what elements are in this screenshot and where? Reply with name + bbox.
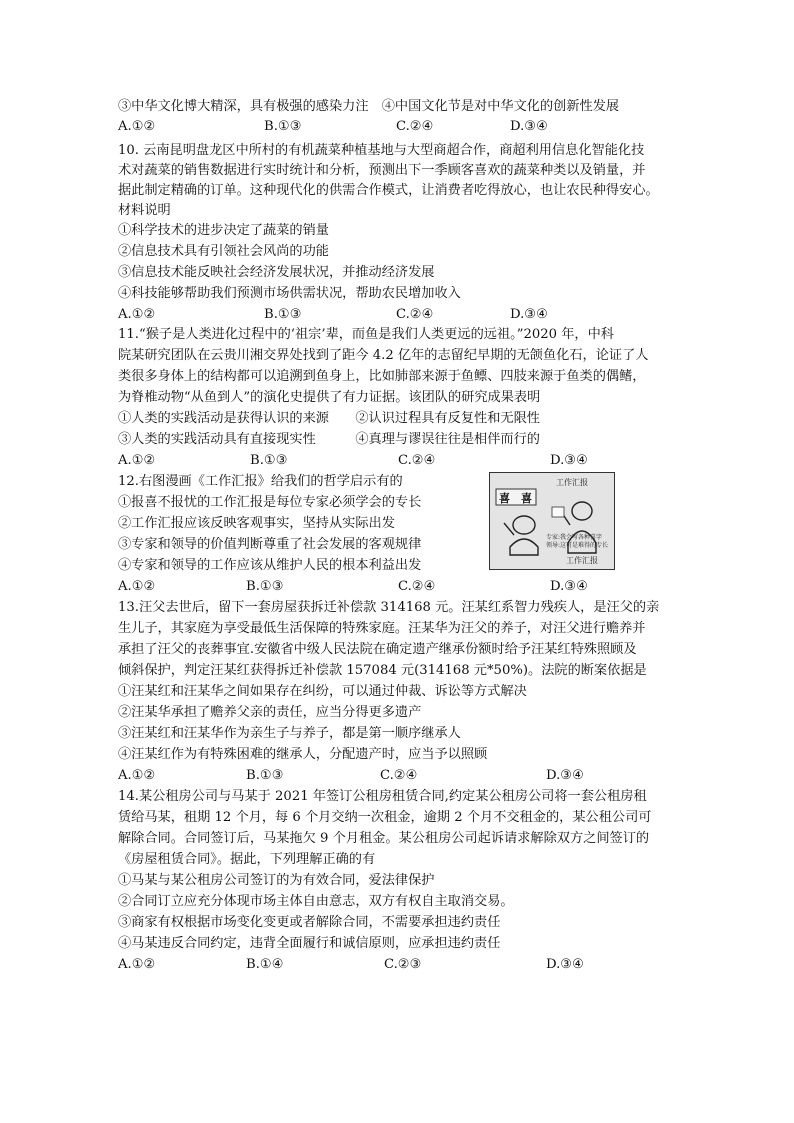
q12-statement-3: ③专家和领导的价值判断尊重了社会发展的客观规律 [118, 537, 422, 552]
option-c: C.②④ [396, 307, 434, 322]
q12-statement-1: ①报喜不报忧的工作汇报是每位专家必须学会的专长 [118, 495, 422, 510]
q14-statement-4: ④马某违反合同约定，违背全面履行和诚信原则，应承担违约责任 [118, 936, 501, 951]
option-a: A.①② [118, 307, 156, 322]
q11-stem-line1: 11.“猴子是人类进化过程中的‘祖宗’辈，而鱼是我们人类更远的远祖。”2020 年，中科 [118, 327, 614, 342]
q14-statement-3: ③商家有权根据市场变化变更或者解除合同，不需要承担违约责任 [118, 915, 501, 930]
q13-options [118, 766, 678, 786]
q12-statement-4: ④专家和领导的工作应该从维护人民的根本利益出发 [118, 558, 422, 573]
option-a: A.①② [118, 119, 156, 134]
option-b: B.①③ [246, 579, 284, 594]
option-d: D.③④ [546, 768, 584, 783]
option-b: B.①③ [264, 119, 302, 134]
q10-statement-4: ④科技能够帮助我们预测市场供需状况，帮助农民增加收入 [118, 286, 461, 301]
q11-options [118, 451, 678, 471]
cartoon-footer: 工作汇报 [566, 556, 598, 565]
option-b: B.①③ [250, 453, 288, 468]
q13-statement-2: ②汪某华承担了赡养父亲的责任，应当分得更多遗产 [118, 705, 422, 720]
option-a: A.①② [118, 768, 156, 783]
q11-stem-line4: 为脊椎动物“从鱼到人”的演化史提供了有力证据。该团队的研究成果表明 [118, 390, 541, 405]
q11-stem-line2: 院某研究团队在云贵川湘交界处找到了距今 4.2 亿年的志留纪早期的无颌鱼化石，论证了人 [118, 348, 649, 363]
q13-statement-4: ④汪某红作为有特殊困难的继承人，分配遗产时，应当予以照顾 [118, 747, 488, 762]
q14-stem-line1: 14.某公租房公司与马某于 2021 年签订公租房租赁合同,约定某公租房公司将一套公租房租 [118, 789, 647, 804]
q10-stem-line3: 据此制定精确的订单。这种现代化的供需合作模式，让消费者吃得放心，也让农民种得安心。 [118, 183, 659, 198]
option-d: D.③④ [550, 579, 588, 594]
option-c: C.②④ [380, 768, 418, 783]
q13-stem-line2: 生儿子，其家庭为享受最低生活保障的特殊家庭。汪某华为汪父的养子，对汪父进行赡养并 [118, 621, 646, 636]
q13-stem-line3: 承担了汪父的丧葬事宜.安徽省中级人民法院在确定遗产继承份额时给予汪某红特殊照顾及 [118, 642, 637, 657]
q13-statement-1: ①汪某红和汪某华之间如果存在纠纷，可以通过仲裁、诉讼等方式解决 [118, 684, 527, 699]
option-a: A.①② [118, 579, 156, 594]
option-d: D.③④ [550, 453, 588, 468]
option-c: C.②③ [384, 957, 422, 972]
statement-3-4: ③中华文化博大精深，具有极强的感染力注 ④中国文化节是对中华文化的创新性发展 [118, 99, 620, 114]
option-b: B.①③ [246, 768, 284, 783]
option-d: D.③④ [510, 307, 548, 322]
q14-stem-line2: 赁给马某，租期 12 个月，每 6 个月交纳一次租金，逾期 2 个月不交租金的，某公租公司可 [118, 810, 652, 825]
q14-statement-2: ②合同订立应充分体现市场主体自由意志，双方有权自主取消交易。 [118, 894, 514, 909]
q10-statement-1: ①科学技术的进步决定了蔬菜的销量 [118, 223, 329, 238]
q13-stem-line1: 13.汪父去世后，留下一套房屋获拆迁补偿款 314168 元。汪某红系智力残疾人，是汪父的亲 [118, 600, 660, 615]
q11-statements-3-4: ③人类的实践活动具有直接现实性 ④真理与谬误往往是相伴而行的 [118, 432, 540, 447]
option-b: B.①③ [264, 307, 302, 322]
option-a: A.①② [118, 957, 156, 972]
q10-stem-line1: 10. 云南昆明盘龙区中所村的有机蔬菜种植基地与大型商超合作，商超利用信息化智能化技 [118, 143, 645, 158]
cartoon-caption-1: 专家:我会写各种喜字 [546, 534, 603, 541]
q14-statement-1: ①马某与某公租房公司签订的为有效合同，爱法律保护 [118, 873, 435, 888]
cartoon-title: 工作汇报 [556, 478, 588, 487]
q12-stem: 12.右图漫画《工作汇报》给我们的哲学启示有的 [118, 474, 403, 489]
q13-stem-line4: 倾斜保护，判定汪某红获得拆迁补偿款 157084 元(314168 元*50%)。法院的断案依据是 [118, 663, 647, 678]
q10-options [118, 305, 678, 325]
cartoon-drawing [490, 473, 614, 569]
option-a: A.①② [118, 453, 156, 468]
option-c: C.②④ [398, 579, 436, 594]
options-row [118, 117, 678, 137]
work-report-cartoon [489, 472, 615, 570]
q11-stem-line3: 类很多身体上的结构都可以追溯到鱼身上，比如肺部来源于鱼鳔、四肢来源于鱼类的偶鳍， [118, 369, 646, 384]
option-b: B.①④ [246, 957, 284, 972]
cartoon-caption-2: 领导:这可是难得的专长 [546, 542, 609, 549]
q11-statements-1-2: ①人类的实践活动是获得认识的来源 ②认识过程具有反复性和无限性 [118, 411, 540, 426]
option-d: D.③④ [510, 119, 548, 134]
option-c: C.②④ [396, 119, 434, 134]
q10-stem-line4: 材料说明 [118, 203, 171, 218]
q12-options [118, 577, 678, 597]
option-d: D.③④ [546, 957, 584, 972]
q10-stem-line2: 术对蔬菜的销售数据进行实时统计和分析，预测出下一季顾客喜欢的蔬菜种类以及销量，并 [118, 163, 646, 178]
q10-statement-3: ③信息技术能反映社会经济发展状况，并推动经济发展 [118, 265, 435, 280]
q14-stem-line4: 《房屋租赁合同》。据此，下列理解正确的有 [118, 852, 376, 867]
q10-statement-2: ②信息技术具有引领社会风尚的功能 [118, 244, 329, 259]
q12-statement-2: ②工作汇报应该反映客观事实，坚持从实际出发 [118, 516, 395, 531]
cartoon-board-text: 喜 喜 [499, 492, 532, 505]
q14-options [118, 955, 678, 975]
q13-statement-3: ③汪某红和汪某华作为亲生子与养子，都是第一顺序继承人 [118, 726, 461, 741]
q14-stem-line3: 解除合同。合同签订后，马某拖欠 9 个月租金。某公租房公司起诉请求解除双方之间签订的 [118, 831, 650, 846]
option-c: C.②④ [398, 453, 436, 468]
